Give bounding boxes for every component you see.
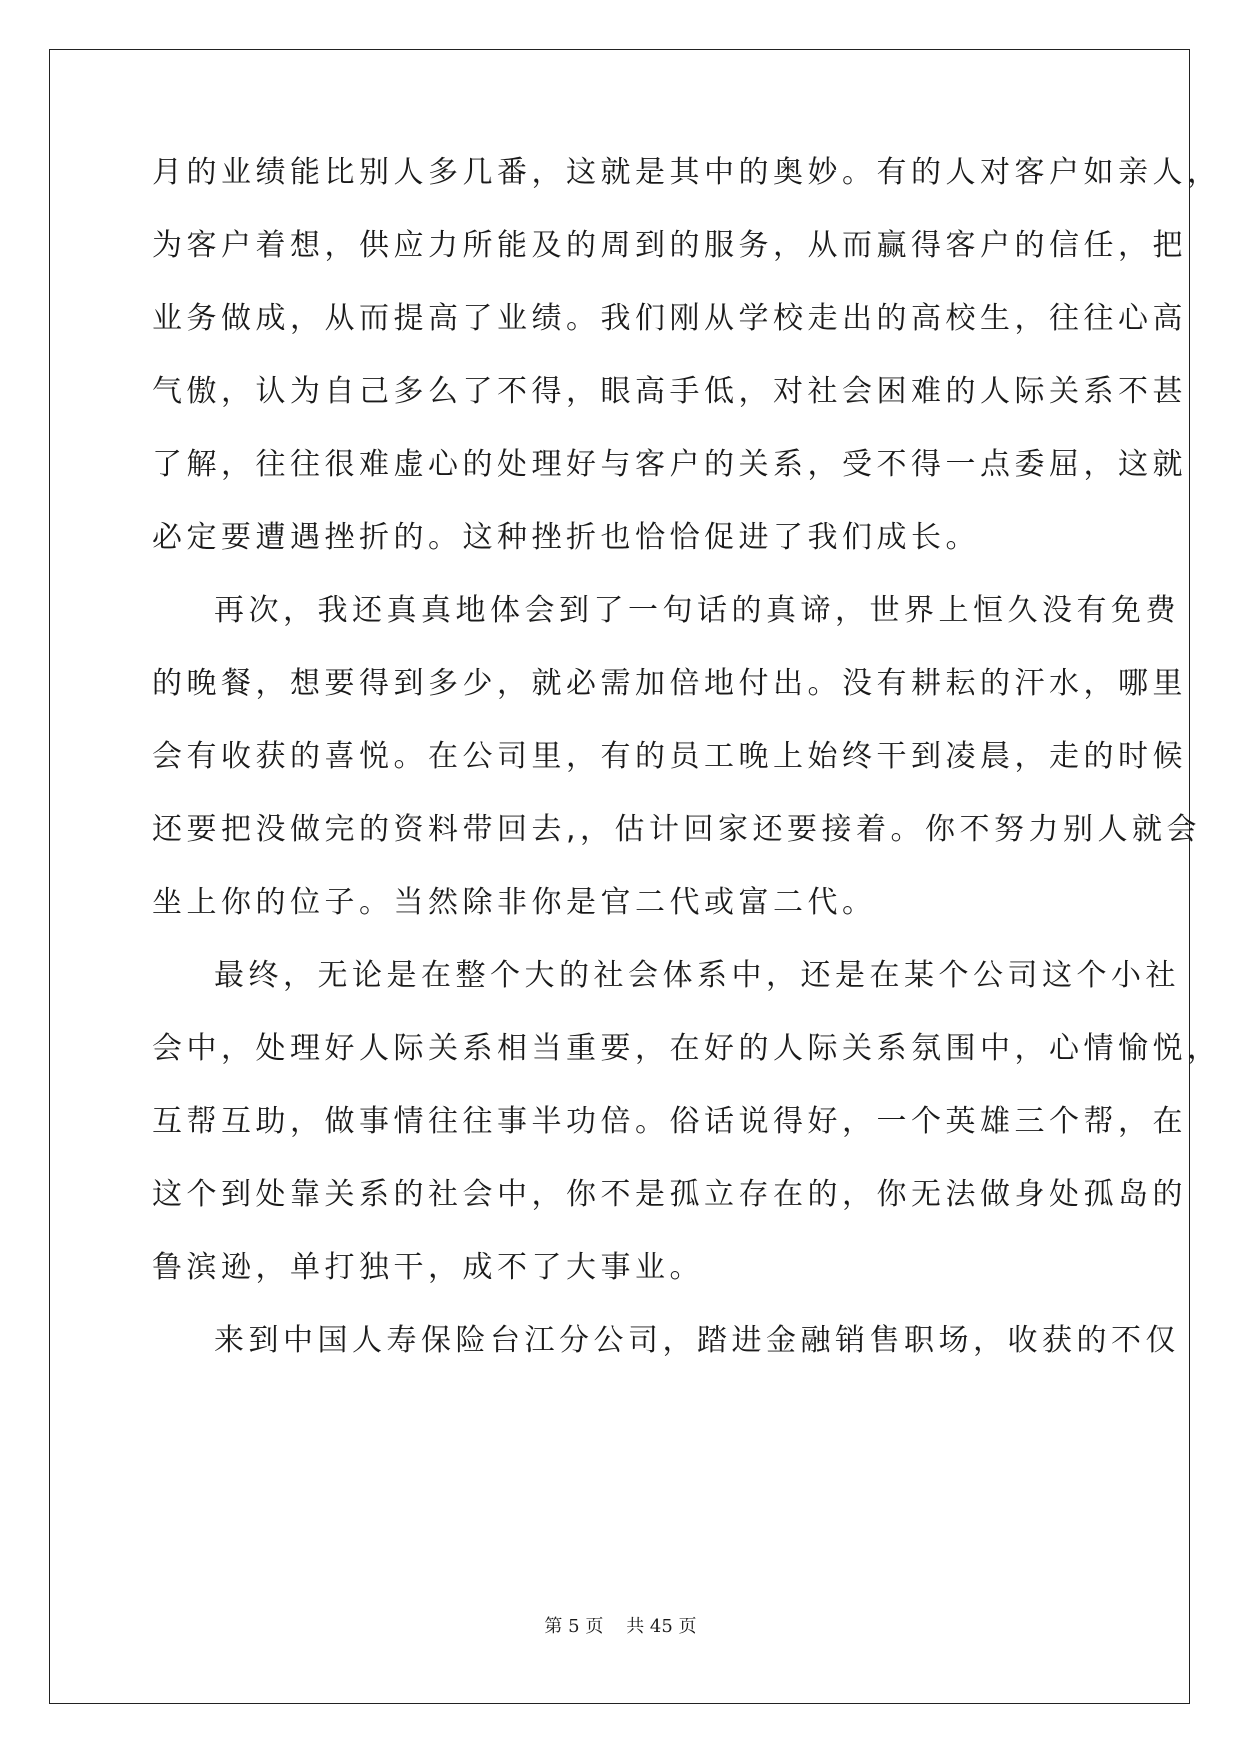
text-line: 会有收获的喜悦。在公司里，有的员工晚上始终干到凌晨，走的时候 — [152, 739, 1187, 774]
text-line: 鲁滨逊，单打独干，成不了大事业。 — [152, 1250, 704, 1285]
text-line: 月的业绩能比别人多几番，这就是其中的奥妙。有的人对客户如亲人， — [152, 155, 1222, 190]
text-line: 再次，我还真真地体会到了一句话的真谛，世界上恒久没有免费 — [214, 593, 1180, 628]
text-line: 这个到处靠关系的社会中，你不是孤立存在的，你无法做身处孤岛的 — [152, 1177, 1187, 1212]
text-line: 互帮互助，做事情往往事半功倍。俗话说得好，一个英雄三个帮，在 — [152, 1104, 1187, 1139]
text-line: 还要把没做完的资料带回去,，估计回家还要接着。你不努力别人就会 — [152, 812, 1202, 847]
text-line: 最终，无论是在整个大的社会体系中，还是在某个公司这个小社 — [214, 958, 1180, 993]
page-number-footer: 第 5 页 共 45 页 — [544, 1616, 697, 1637]
text-line: 会中，处理好人际关系相当重要，在好的人际关系氛围中，心情愉悦， — [152, 1031, 1222, 1066]
text-line: 的晚餐，想要得到多少，就必需加倍地付出。没有耕耘的汗水，哪里 — [152, 666, 1187, 701]
text-line: 为客户着想，供应力所能及的周到的服务，从而赢得客户的信任，把 — [152, 228, 1187, 263]
text-line: 来到中国人寿保险台江分公司，踏进金融销售职场，收获的不仅 — [214, 1323, 1180, 1358]
text-line: 气傲，认为自己多么了不得，眼高手低，对社会困难的人际关系不甚 — [152, 374, 1187, 409]
text-line: 业务做成，从而提高了业绩。我们刚从学校走出的高校生，往往心高 — [152, 301, 1187, 336]
text-line: 坐上你的位子。当然除非你是官二代或富二代。 — [152, 885, 877, 920]
text-line: 必定要遭遇挫折的。这种挫折也恰恰促进了我们成长。 — [152, 520, 980, 555]
text-line: 了解，往往很难虚心的处理好与客户的关系，受不得一点委屈，这就 — [152, 447, 1187, 482]
